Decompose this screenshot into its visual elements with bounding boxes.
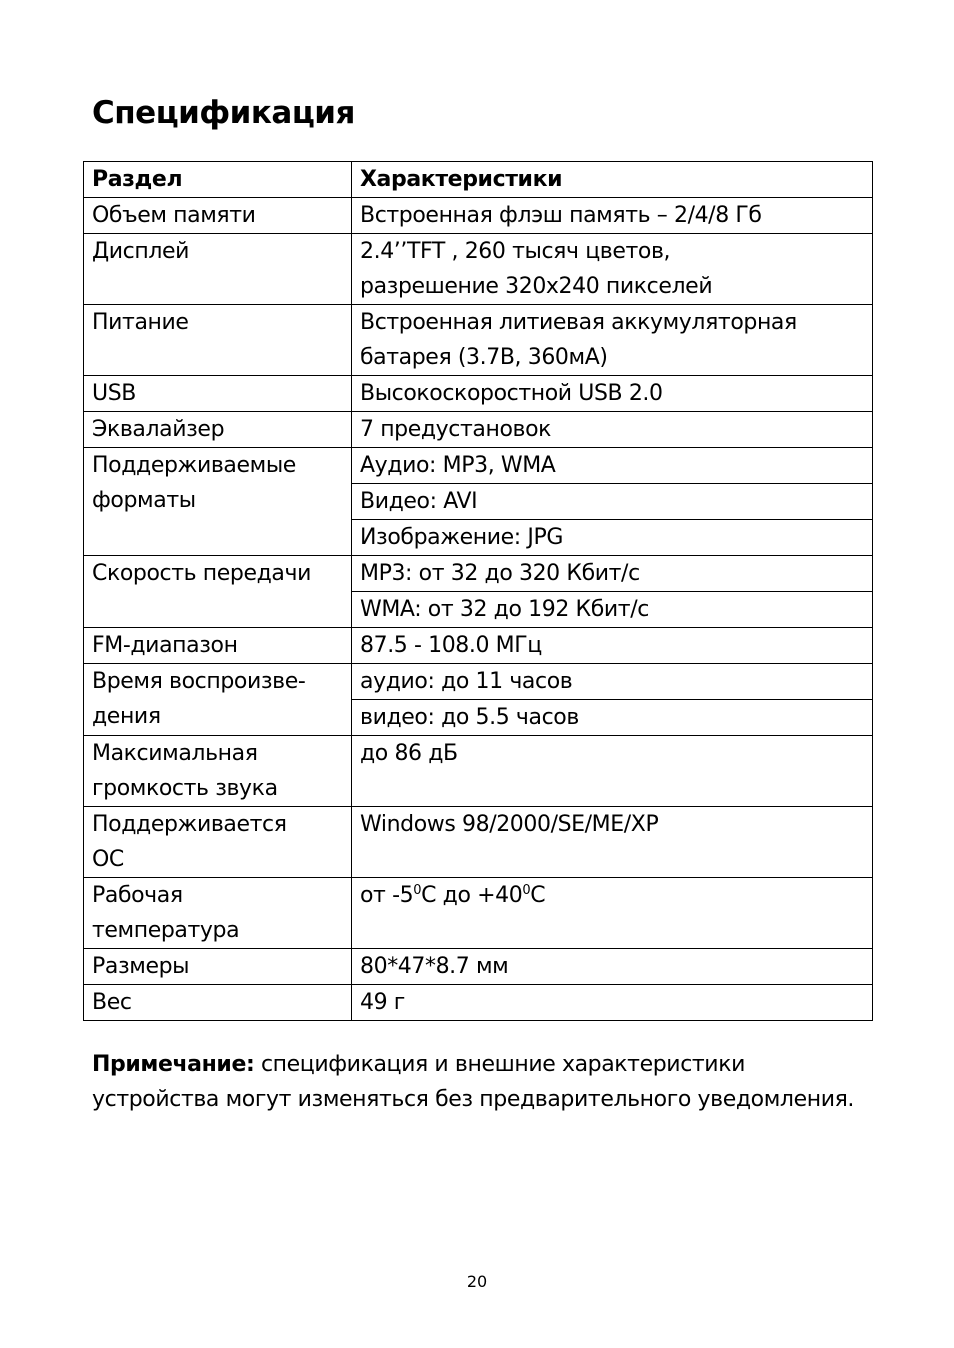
- row-value-line: до 86 дБ: [360, 741, 458, 766]
- row-value: 7 предустановок: [352, 412, 873, 448]
- table-row: [84, 448, 873, 484]
- table-row: [84, 736, 873, 807]
- row-value: 87.5 - 108.0 МГц: [352, 628, 873, 664]
- row-value: видео: до 5.5 часов: [352, 700, 873, 736]
- table-row: [84, 807, 873, 878]
- row-section-line: Дисплей: [92, 239, 190, 264]
- table-header-row: [84, 162, 873, 198]
- row-section-line: Питание: [92, 310, 189, 335]
- row-value: [352, 305, 873, 376]
- table-row: [84, 198, 873, 234]
- row-section: Объем памяти: [84, 198, 352, 234]
- row-section: Эквалайзер: [84, 412, 352, 448]
- page-title: Спецификация: [92, 95, 355, 131]
- row-section: Вес: [84, 985, 352, 1021]
- row-value-line: Windows 98/2000/SE/ME/XP: [360, 812, 659, 837]
- row-section-line: громкость звука: [92, 776, 278, 801]
- row-section-line: Время воспроизве-: [92, 669, 306, 694]
- temperature-middle: С до +40: [421, 883, 523, 908]
- row-value: аудио: до 11 часов: [352, 664, 873, 700]
- row-section: [84, 878, 352, 949]
- page-number: 20: [466, 1272, 488, 1291]
- row-section: [84, 807, 352, 878]
- row-section: [84, 305, 352, 376]
- row-value: MP3: от 32 до 320 Кбит/с: [352, 556, 873, 592]
- row-value: [352, 234, 873, 305]
- table-row: [84, 412, 873, 448]
- row-section-line: Рабочая: [92, 883, 183, 908]
- row-section: [84, 664, 352, 736]
- row-section-line: Скорость передачи: [92, 561, 312, 586]
- row-value: [352, 878, 873, 949]
- note-paragraph: [92, 1047, 872, 1117]
- row-section-line: Поддерживается: [92, 812, 287, 837]
- row-value-line: 2.4’’TFT , 260 тысяч цветов,: [360, 239, 671, 264]
- table-row: [84, 878, 873, 949]
- degree-mark: 0: [413, 883, 422, 898]
- row-value-line: разрешение 320x240 пикселей: [360, 274, 713, 299]
- row-section: [84, 556, 352, 628]
- table-row: [84, 556, 873, 592]
- row-value: [352, 807, 873, 878]
- row-section-line: температура: [92, 918, 240, 943]
- row-value-line: батарея (3.7В, 360мА): [360, 345, 608, 370]
- row-section: Размеры: [84, 949, 352, 985]
- row-section-line: дения: [92, 704, 161, 729]
- table-row: [84, 985, 873, 1021]
- row-section-line: Поддерживаемые: [92, 453, 296, 478]
- row-section: FM-диапазон: [84, 628, 352, 664]
- degree-mark: 0: [522, 883, 531, 898]
- table-row: [84, 664, 873, 700]
- row-value: WMA: от 32 до 192 Кбит/с: [352, 592, 873, 628]
- row-value-line: Встроенная литиевая аккумуляторная: [360, 310, 797, 335]
- temperature-prefix: от -5: [360, 883, 414, 908]
- temperature-suffix: С: [530, 883, 546, 908]
- table-row: [84, 305, 873, 376]
- note-text: спецификация и внешние характеристики устройства могут изменяться без предварительного уведомления.: [92, 1052, 855, 1112]
- table-row: [84, 234, 873, 305]
- row-value: 49 г: [352, 985, 873, 1021]
- row-value: [352, 736, 873, 807]
- row-value: 80*47*8.7 мм: [352, 949, 873, 985]
- note-label: Примечание:: [92, 1052, 255, 1077]
- table-row: [84, 628, 873, 664]
- header-section: Раздел: [84, 162, 352, 198]
- row-value: Встроенная флэш память – 2/4/8 Гб: [352, 198, 873, 234]
- table-row: [84, 376, 873, 412]
- spec-table: [83, 161, 873, 1021]
- row-value: Аудио: MP3, WMA: [352, 448, 873, 484]
- row-section-line: форматы: [92, 488, 196, 513]
- row-value: Изображение: JPG: [352, 520, 873, 556]
- table-row: [84, 949, 873, 985]
- row-section: [84, 736, 352, 807]
- row-section: USB: [84, 376, 352, 412]
- header-characteristics: Характеристики: [352, 162, 873, 198]
- row-section-line: Максимальная: [92, 741, 258, 766]
- row-section: [84, 448, 352, 556]
- row-value: Высокоскоростной USB 2.0: [352, 376, 873, 412]
- row-section-line: ОС: [92, 847, 124, 872]
- row-value: Видео: AVI: [352, 484, 873, 520]
- row-section: [84, 234, 352, 305]
